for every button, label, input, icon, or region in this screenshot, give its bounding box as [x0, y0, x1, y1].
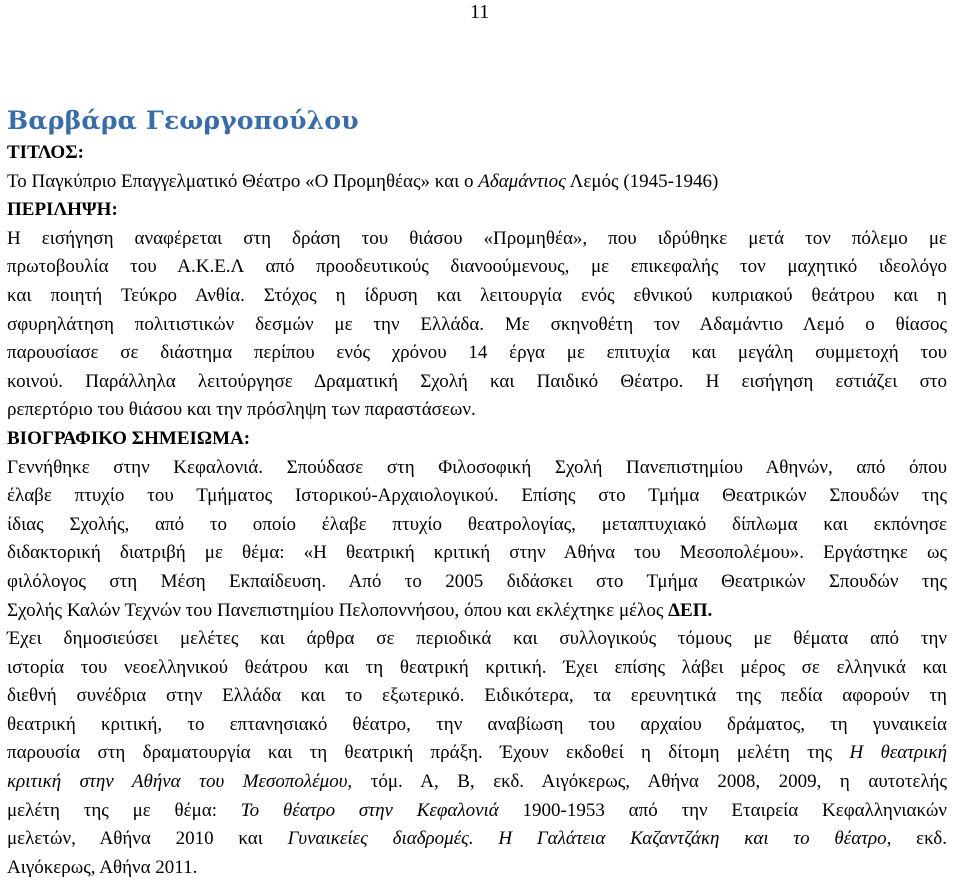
summary-line: παρουσίασε σε διάστημα περίπου ενός χρόνου 14 έργα με επιτυχία και μεγάλη συμμετοχή του: [7, 342, 947, 364]
bio-line: [7, 825, 947, 854]
bio-line: Γεννήθηκε στην Κεφαλονιά. Σπούδασε στη Φιλοσοφική Σχολή Πανεπιστημίου Αθηνών, από όπου: [7, 456, 947, 478]
bio-line: διδακτορική διατριβή με θέμα: «Η θεατρική κριτική στην Αθήνα του Μεσοπολέμου». Εργάστηκε ως: [7, 542, 947, 564]
summary-line: ρεπερτόριο του θιάσου και την πρόσληψη των παραστάσεων.: [7, 399, 476, 421]
bio-line: ίδιας Σχολής, από το οποίο έλαβε πτυχίο θεατρολογίας, μεταπτυχιακό δίπλωμα και εκπόνησε: [7, 513, 947, 535]
bio-line: φιλόλογος στη Μέση Εκπαίδευση. Από το 2005 διδάσκει στο Τμήμα Θεατρικών Σπουδών της: [7, 570, 947, 592]
summary-line: Η εισήγηση αναφέρεται στη δράση του θιάσου «Προμηθέα», που ιδρύθηκε μετά τον πόλεμο με: [7, 227, 947, 249]
title-text: [7, 168, 947, 197]
bio-line-part-italic: Γυναικείες διαδρομές. Η Γαλάτεια Καζαντζάκη και το θέατρο,: [287, 828, 892, 850]
bio-text: [7, 454, 947, 882]
bio-line: θεατρική κριτική, το επτανησιακό θέατρο, την αναβίωση του αρχαίου δράματος, τη γυναικεία: [7, 713, 947, 735]
bio-line-part-italic: Το θέατρο στην Κεφαλονιά: [240, 799, 499, 821]
bio-line-part: Σχολής Καλών Τεχνών του Πανεπιστημίου Πελοποννήσου, όπου και εκλέχτηκε μέλος: [7, 599, 669, 621]
bio-line-part: παρουσία στη δραματουργία και τη θεατρική πράξη. Έχουν εκδοθεί η δίτομη μελέτη της: [7, 742, 850, 764]
page-number: 11: [470, 1, 490, 23]
bio-line: Αιγόκερως, Αθήνα 2011.: [7, 856, 198, 878]
bio-line: [7, 597, 947, 626]
bio-line-part: , τόμ. Α, Β, εκδ. Αιγόκερως, Αθήνα 2008, 2009, η αυτοτελής: [347, 771, 948, 793]
bio-line-part-italic: Η θεατρική: [849, 742, 947, 764]
title-part-italic: Αδαμάντιος: [478, 170, 566, 192]
summary-line: σφυρηλάτηση πολιτιστικών δεσμών με την Ελλάδα. Με σκηνοθέτη τον Αδαμάντιο Λεμό ο θίασος: [7, 313, 947, 335]
bio-heading: ΒΙΟΓΡΑΦΙΚΟ ΣΗΜΕΙΩΜΑ:: [7, 427, 251, 449]
bio-line: [7, 797, 947, 826]
author-name: Βαρβάρα Γεωργοπούλου: [7, 106, 359, 135]
document-body: [7, 139, 947, 882]
bio-line: διεθνή συνέδρια στην Ελλάδα και το εξωτερικό. Ειδικότερα, τα ερευνητικά της πεδία αφορούν τη: [7, 685, 947, 707]
bio-line: ιστορία του νεοελληνικού θεάτρου και τη θεατρική κριτική. Έχει επίσης λάβει μέρος σε ελληνικά και: [7, 656, 947, 678]
bio-line-part-italic: κριτική στην Αθήνα του Μεσοπολέμου: [7, 771, 348, 793]
bio-line-part: 1900-1953 από την Εταιρεία Κεφαλληνιακών: [498, 799, 947, 821]
title-part: Λεμός (1945-1946): [565, 170, 719, 192]
title-part: Το Παγκύπριο Επαγγελματικό Θέατρο «Ο Προμηθέας» και ο: [7, 170, 479, 192]
title-heading: ΤΙΤΛΟΣ:: [7, 142, 84, 163]
bio-line: Έχει δημοσιεύσει μελέτες και άρθρα σε περιοδικά και συλλογικούς τόμους με θέματα από την: [7, 628, 947, 650]
bio-line-part-bold: ΔΕΠ.: [668, 599, 713, 621]
summary-line: πρωτοβουλία του Α.Κ.Ε.Λ από προοδευτικούς διανοούμενους, με επικεφαλής τον μαχητικό ιδεολόγο: [7, 256, 947, 278]
bio-line: [7, 739, 947, 768]
bio-line-part: μελετών, Αθήνα 2010 και: [7, 828, 288, 850]
summary-line: και ποιητή Τεύκρο Ανθία. Στόχος η ίδρυση και λειτουργία ενός εθνικού κυπριακού θεάτρου και η: [7, 284, 947, 306]
summary-line: κοινού. Παράλληλα λειτούργησε Δραματική Σχολή και Παιδικό Θέατρο. Η εισήγηση εστιάζει στο: [7, 370, 947, 392]
bio-line-part: μελέτη της με θέμα:: [7, 799, 241, 821]
summary-heading: ΠΕΡΙΛΗΨΗ:: [7, 199, 118, 221]
bio-line: [7, 768, 947, 797]
bio-line-part: εκδ.: [891, 828, 947, 850]
summary-text: [7, 225, 947, 425]
bio-line: έλαβε πτυχίο του Τμήματος Ιστορικού-Αρχαιολογικού. Επίσης στο Τμήμα Θεατρικών Σπουδών της: [7, 485, 947, 507]
